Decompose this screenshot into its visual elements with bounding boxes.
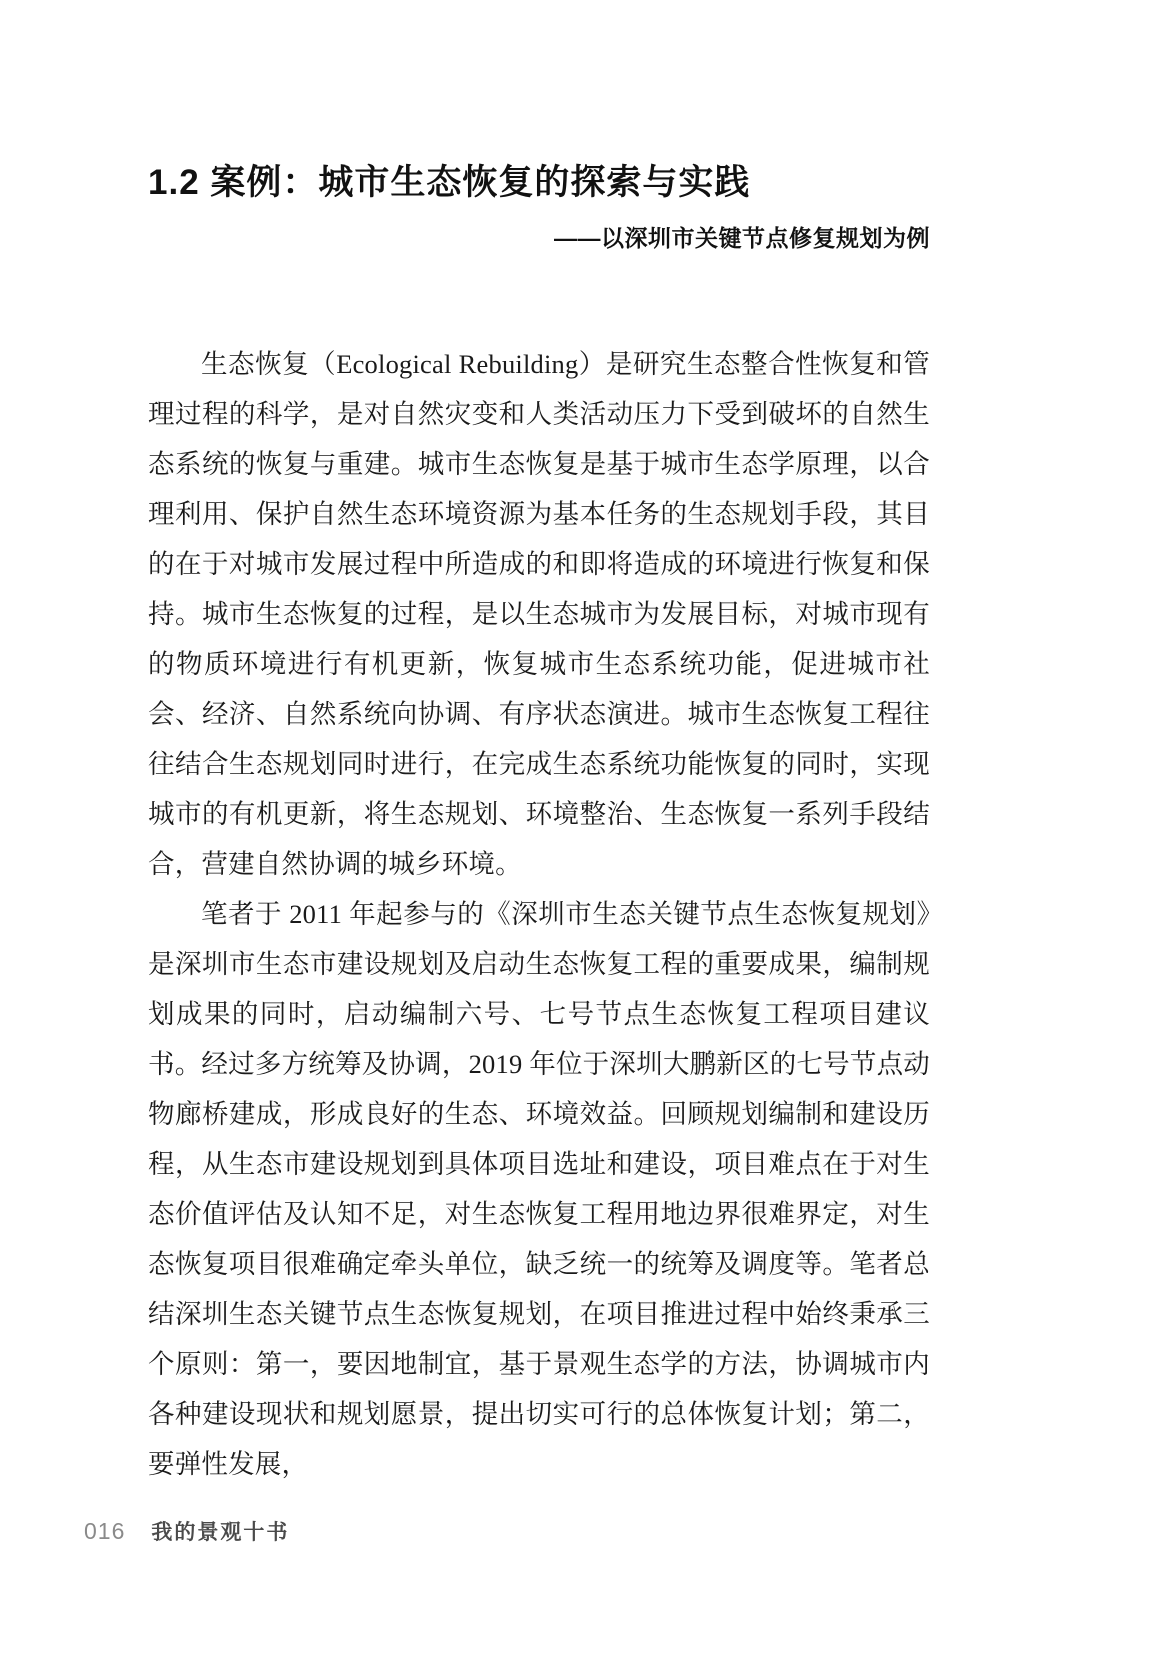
paragraph: 笔者于 2011 年起参与的《深圳市生态关键节点生态恢复规划》是深圳市生态市建设规划及启动生态恢复工程的重要成果，编制规划成果的同时，启动编制六号、七号节点生态恢复工程项目建议书。经过多方统筹及协调，2019 年位于深圳大鹏新区的七号节点动物廊桥建成，形成良好的生态、环境效益。回顾规划编制和建设历程，从生态市建设规划到具体项目选址和建设，项目难点在于对生态价值评估及认知不足，对生态恢复工程用地边界很难界定，对生态恢复项目很难确定牵头单位，缺乏统一的统筹及调度等。笔者总结深圳生态关键节点生态恢复规划，在项目推进过程中始终秉承三个原则：第一，要因地制宜，基于景观生态学的方法，协调城市内各种建设现状和规划愿景，提出切实可行的总体恢复计划；第二，要弹性发展， [148,899,930,1480]
paragraph: 生态恢复（Ecological Rebuilding）是研究生态整合性恢复和管理过程的科学，是对自然灾变和人类活动压力下受到破坏的自然生态系统的恢复与重建。城市生态恢复是基于城市生态学原理，以合理利用、保护自然生态环境资源为基本任务的生态规划手段，其目的在于对城市发展过程中所造成的和即将造成的环境进行恢复和保持。城市生态恢复的过程，是以生态城市为发展目标，对城市现有的物质环境进行有机更新，恢复城市生态系统功能，促进城市社会、经济、自然系统向协调、有序状态演进。城市生态恢复工程往往结合生态规划同时进行，在完成生态系统功能恢复的同时，实现城市的有机更新，将生态规划、环境整治、生态恢复一系列手段结合，营建自然协调的城乡环境。 [148,349,930,880]
page-number: 016 [84,1518,126,1544]
page-content [148,160,930,1489]
page-footer [84,1516,289,1546]
running-title: 我的景观十书 [151,1521,290,1544]
page-title: 1.2 案例：城市生态恢复的探索与实践 [148,163,751,202]
page-subtitle: ——以深圳市关键节点修复规划为例 [554,224,930,251]
body-text [148,339,930,1489]
